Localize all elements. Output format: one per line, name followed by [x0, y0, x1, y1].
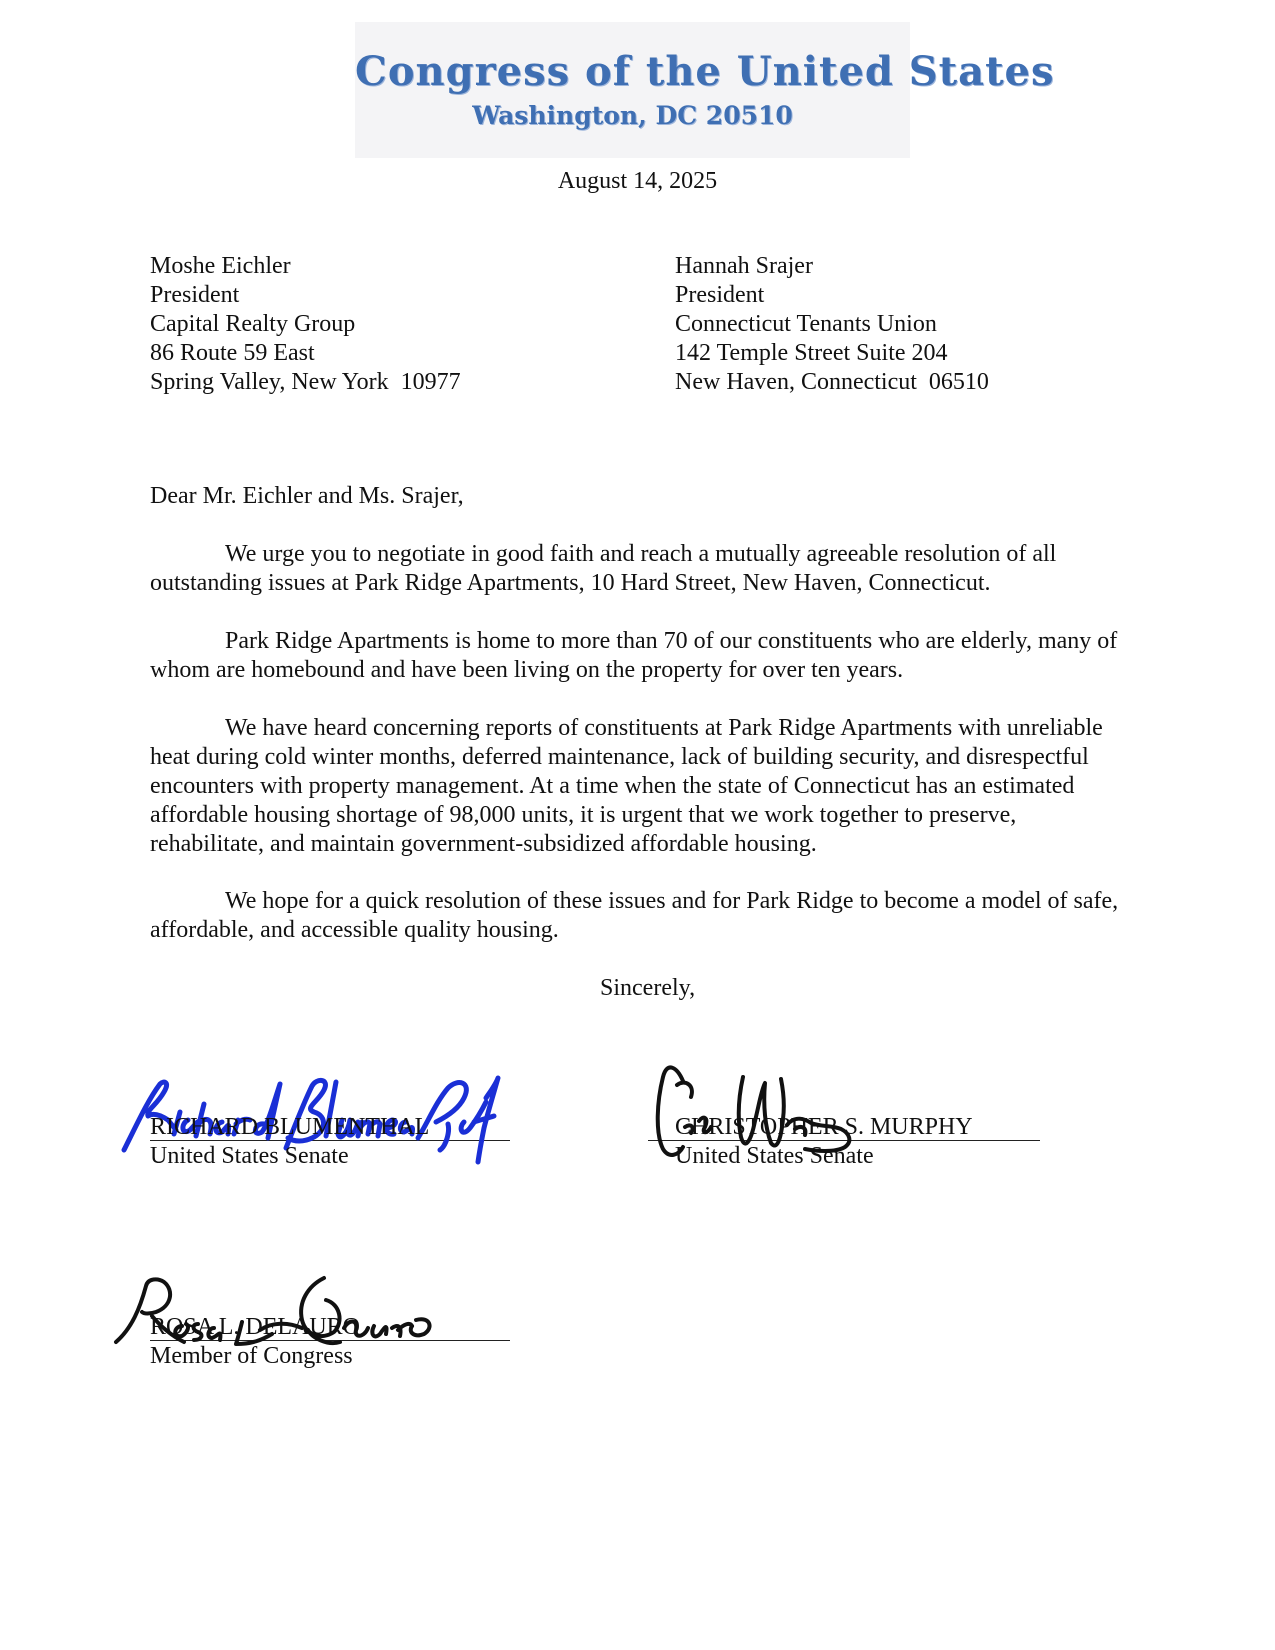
recipient-name: Moshe Eichler — [150, 253, 291, 279]
salutation: Dear Mr. Eichler and Ms. Srajer, — [150, 483, 464, 509]
body-paragraph-2: Park Ridge Apartments is home to more than 70 of our constituents who are elderly, many of whom are homebound and have been living on the property for over ten years. — [150, 628, 1118, 683]
signatory-name: CHRISTOPHER S. MURPHY — [675, 1114, 973, 1140]
letterhead — [355, 22, 1055, 158]
recipient-title: President — [675, 282, 765, 308]
recipient-street: 86 Route 59 East — [150, 340, 315, 366]
closing: Sincerely, — [600, 975, 696, 1001]
letterhead-subtitle: Washington, DC 20510 — [472, 101, 793, 130]
recipient-title: President — [150, 282, 240, 308]
signatory-title: Member of Congress — [150, 1343, 353, 1369]
recipient-address-2 — [675, 252, 989, 397]
recipient-name: Hannah Srajer — [675, 253, 813, 279]
recipient-address-1 — [150, 252, 461, 397]
signatory-block-1 — [150, 1113, 429, 1171]
body-paragraph-4: We hope for a quick resolution of these issues and for Park Ridge to become a model of safe, affordable, and accessible quality housing. — [150, 888, 1119, 943]
recipient-street: 142 Temple Street Suite 204 — [675, 340, 948, 366]
signatory-name: RICHARD BLUMENTHAL — [150, 1114, 430, 1140]
signatory-block-3 — [150, 1313, 360, 1371]
signatory-title: United States Senate — [675, 1143, 874, 1169]
letterhead-title: Congress of the United States — [355, 48, 1055, 95]
body-paragraph-1: We urge you to negotiate in good faith and reach a mutually agreeable resolution of all outstanding issues at Park Ridge Apartments, 10 Hard Street, New Haven, Connecticut. — [150, 541, 1057, 596]
recipient-city: New Haven, Connecticut 06510 — [675, 369, 989, 395]
body-paragraph-3: We have heard concerning reports of constituents at Park Ridge Apartments with unreliable heat during cold winter months, deferred maintenance, lack of building security, and disrespectful encounters with property management. At a time when the state of Connecticut has an estimated affordable housing shortage of 98,000 units, it is urgent that we work together to preserve, rehabilitate, and maintain government-subsidized affordable housing. — [150, 715, 1103, 857]
signatory-name: ROSA L. DELAURO — [150, 1314, 361, 1340]
letter-date: August 14, 2025 — [557, 168, 718, 194]
signatory-block-2 — [675, 1113, 973, 1171]
recipient-organization: Capital Realty Group — [150, 311, 356, 337]
signatory-title: United States Senate — [150, 1143, 349, 1169]
recipient-organization: Connecticut Tenants Union — [675, 311, 937, 337]
recipient-city: Spring Valley, New York 10977 — [150, 369, 461, 395]
